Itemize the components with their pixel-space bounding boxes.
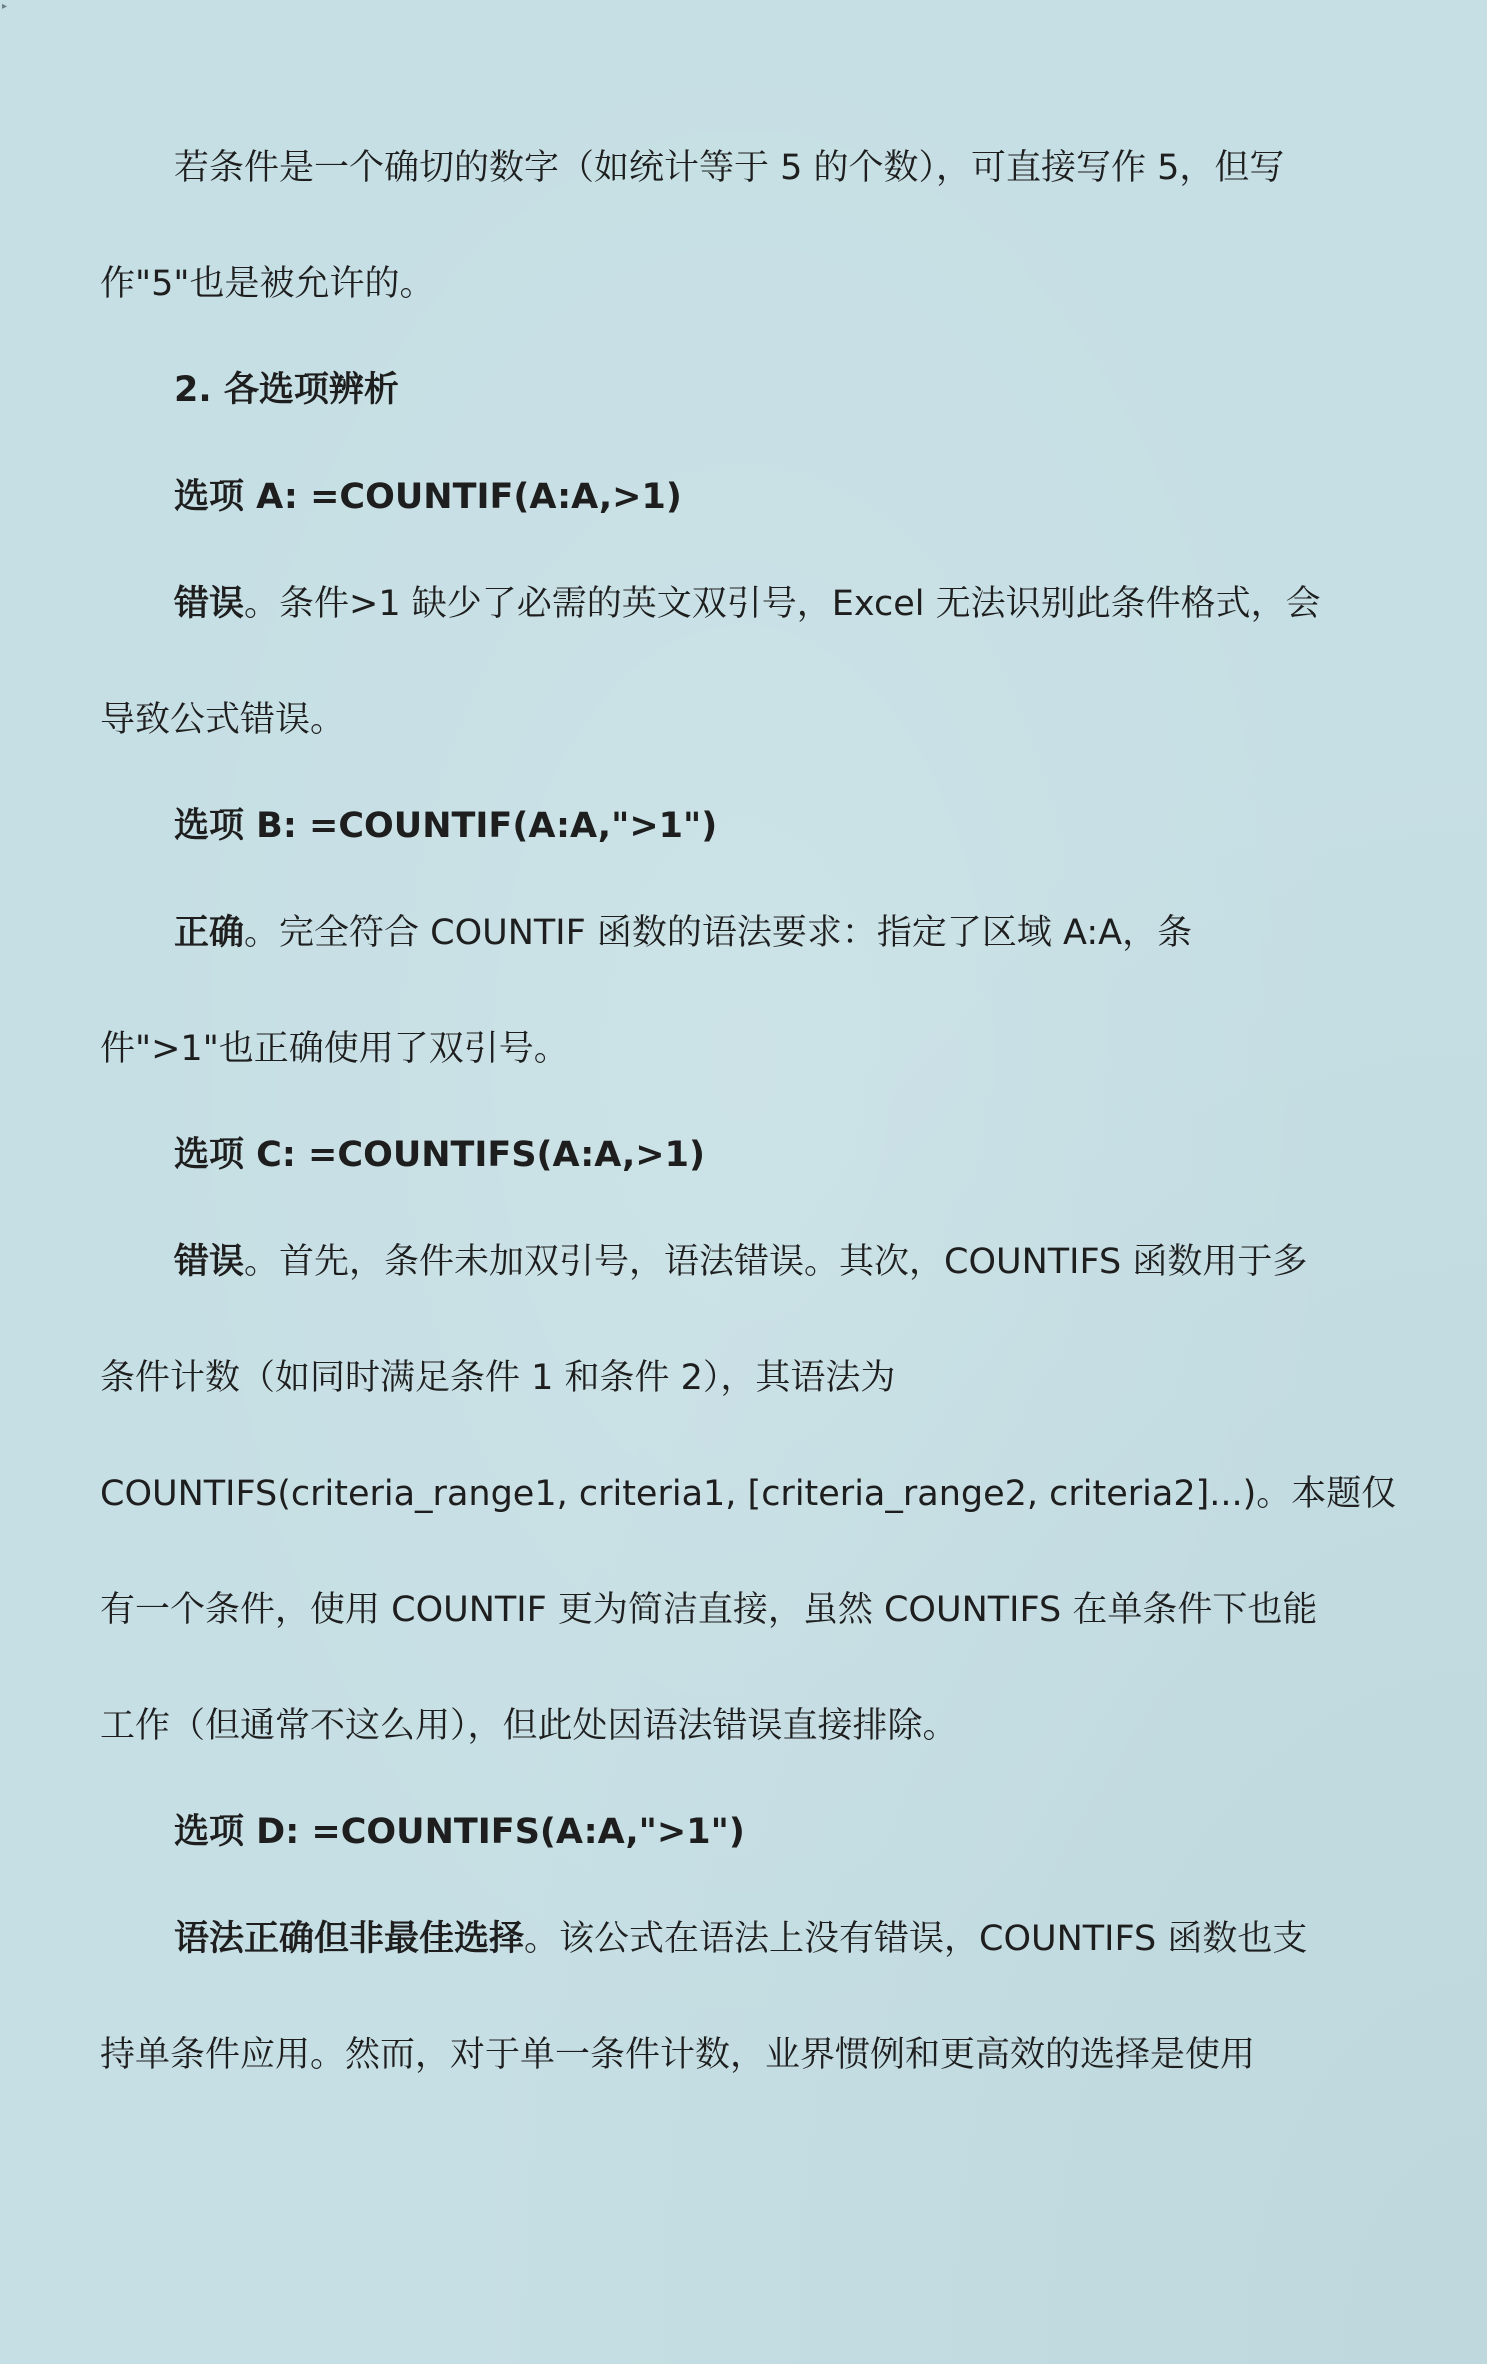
paragraph-line bbox=[100, 1588, 1317, 1632]
line-text: 工作（但通常不这么用），但此处因语法错误直接排除。 bbox=[100, 1706, 958, 1746]
verdict-label: 语法正确但非最佳选择 bbox=[174, 1919, 525, 1959]
section-heading bbox=[174, 368, 399, 412]
option-b-heading bbox=[174, 804, 717, 848]
option-c-heading bbox=[174, 1133, 705, 1177]
line-text: 有一个条件，使用 COUNTIF 更为简洁直接，虽然 COUNTIFS 在单条件下也能 bbox=[100, 1590, 1318, 1630]
line-text: COUNTIFS(criteria_range1, criteria1, [criteria_range2, criteria2]...)。本题仅 bbox=[100, 1474, 1397, 1514]
line-text: 。条件>1 缺少了必需的英文双引号，Excel 无法识别此条件格式，会 bbox=[244, 584, 1321, 624]
option-b-explanation-line bbox=[174, 911, 1192, 955]
line-text: 作"5"也是被允许的。 bbox=[100, 264, 435, 304]
option-a-explanation-line bbox=[174, 582, 1321, 626]
paragraph-line bbox=[100, 1356, 895, 1400]
option-d-explanation-line bbox=[174, 1917, 1307, 1961]
line-text: 。该公式在语法上没有错误，COUNTIFS 函数也支 bbox=[524, 1919, 1308, 1959]
paragraph-line bbox=[100, 1472, 1396, 1516]
heading-text: 2. 各选项辨析 bbox=[174, 370, 399, 410]
corner-fold-mark: ▸ bbox=[2, 1, 8, 12]
line-text: 若条件是一个确切的数字（如统计等于 5 的个数），可直接写作 5，但写 bbox=[174, 148, 1285, 188]
verdict-label: 正确 bbox=[174, 913, 245, 953]
line-text: 件">1"也正确使用了双引号。 bbox=[100, 1029, 569, 1069]
paragraph-line bbox=[100, 262, 434, 306]
option-a-heading bbox=[174, 475, 682, 519]
paragraph-line bbox=[100, 1704, 958, 1748]
option-c-explanation-line bbox=[174, 1240, 1307, 1284]
verdict-label: 错误 bbox=[174, 584, 245, 624]
paragraph-line bbox=[174, 146, 1284, 190]
paragraph-line bbox=[100, 1027, 569, 1071]
option-d-text: 选项 D: =COUNTIFS(A:A,">1") bbox=[174, 1812, 745, 1852]
line-text: 持单条件应用。然而，对于单一条件计数，业界惯例和更高效的选择是使用 bbox=[100, 2035, 1256, 2075]
paragraph-line bbox=[100, 2033, 1255, 2077]
verdict-label: 错误 bbox=[174, 1242, 245, 1282]
option-b-text: 选项 B: =COUNTIF(A:A,">1") bbox=[174, 806, 718, 846]
line-text: 。首先，条件未加双引号，语法错误。其次，COUNTIFS 函数用于多 bbox=[244, 1242, 1308, 1282]
line-text: 。完全符合 COUNTIF 函数的语法要求：指定了区域 A:A，条 bbox=[244, 913, 1193, 953]
option-c-text: 选项 C: =COUNTIFS(A:A,>1) bbox=[174, 1135, 705, 1175]
line-text: 导致公式错误。 bbox=[100, 700, 346, 740]
line-text: 条件计数（如同时满足条件 1 和条件 2），其语法为 bbox=[100, 1358, 896, 1398]
paragraph-line bbox=[100, 698, 345, 742]
option-d-heading bbox=[174, 1810, 745, 1854]
option-a-text: 选项 A: =COUNTIF(A:A,>1) bbox=[174, 477, 682, 517]
